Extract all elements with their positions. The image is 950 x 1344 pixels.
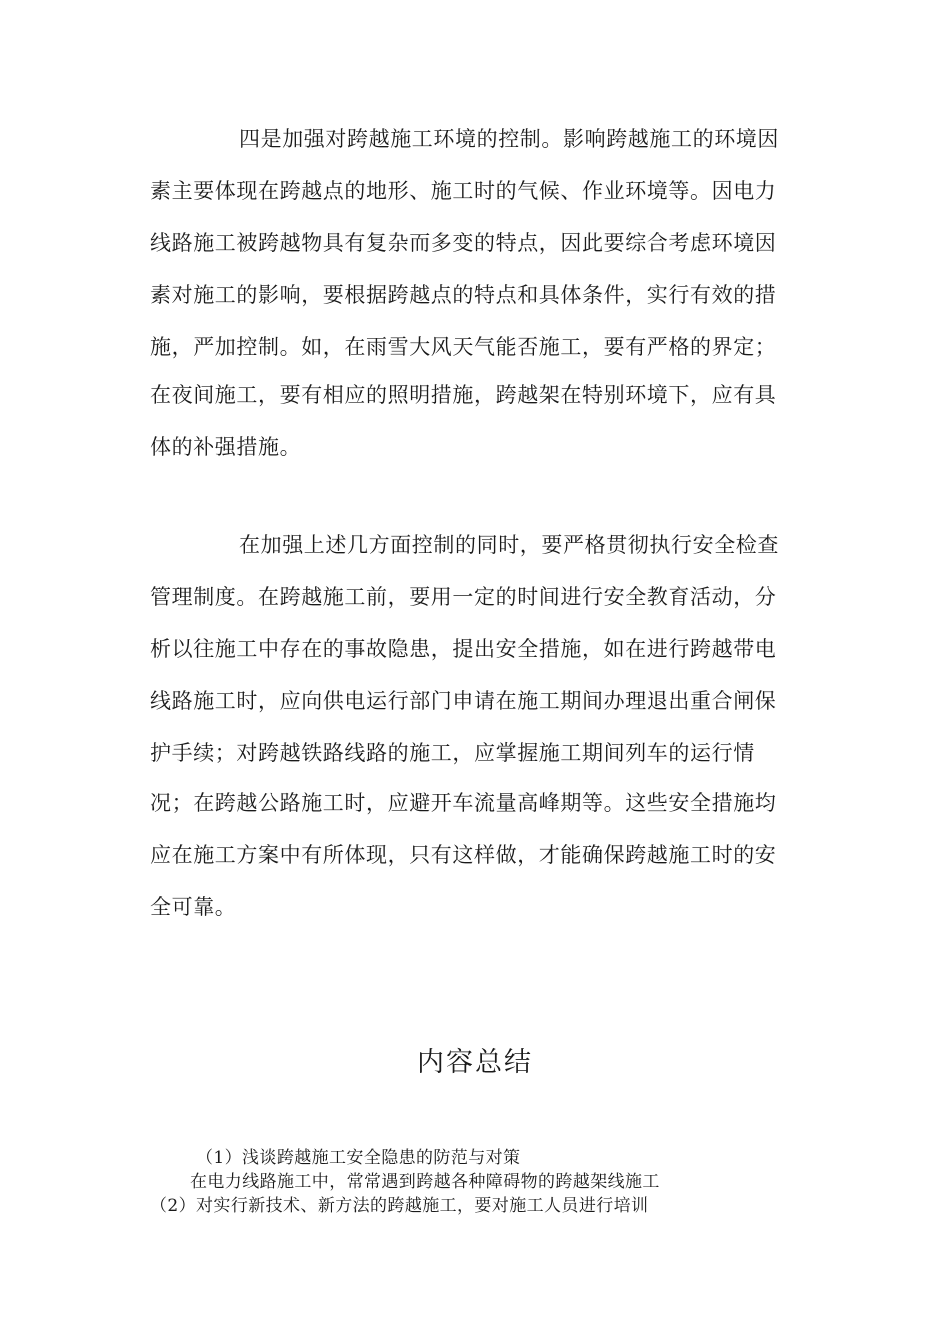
paragraph-1-line: 线路施工被跨越物具有复杂而多变的特点，因此要综合考虑环境因: [150, 231, 777, 255]
paragraph-2-line: 应在施工方案中有所体现，只有这样做，才能确保跨越施工时的安: [150, 843, 777, 867]
paragraph-1-line: 四是加强对跨越施工环境的控制。影响跨越施工的环境因: [239, 127, 779, 151]
paragraph-1-line: 在夜间施工，要有相应的照明措施，跨越架在特别环境下，应有具: [150, 383, 777, 407]
paragraph-2-line: 管理制度。在跨越施工前，要用一定的时间进行安全教育活动，分: [150, 585, 777, 609]
paragraph-2-line: 护手续；对跨越铁路线路的施工，应掌握施工期间列车的运行情: [150, 741, 755, 765]
paragraph-1-line: 素对施工的影响，要根据跨越点的特点和具体条件，实行有效的措: [150, 283, 777, 307]
summary-item: 在电力线路施工中，常常遇到跨越各种障碍物的跨越架线施工: [190, 1172, 660, 1192]
paragraph-2-line: 况；在跨越公路施工时，应避开车流量高峰期等。这些安全措施均: [150, 791, 777, 815]
paragraph-2-line: 全可靠。: [150, 895, 237, 919]
paragraph-2-line: 线路施工时，应向供电运行部门申请在施工期间办理退出重合闸保: [150, 689, 777, 713]
paragraph-1-line: 体的补强措施。: [150, 435, 302, 459]
paragraph-1-line: 素主要体现在跨越点的地形、施工时的气候、作业环境等。因电力: [150, 179, 777, 203]
paragraph-2-line: 在加强上述几方面控制的同时，要严格贯彻执行安全检查: [239, 533, 779, 557]
paragraph-1-line: 施，严加控制。如，在雨雪大风天气能否施工，要有严格的界定；: [150, 335, 777, 359]
summary-item: （2）对实行新技术、新方法的跨越施工，要对施工人员进行培训: [150, 1196, 649, 1216]
summary-title: 内容总结: [417, 1047, 533, 1078]
paragraph-2-line: 析以往施工中存在的事故隐患，提出安全措施，如在进行跨越带电: [150, 637, 777, 661]
summary-item: （1）浅谈跨越施工安全隐患的防范与对策: [196, 1148, 521, 1168]
